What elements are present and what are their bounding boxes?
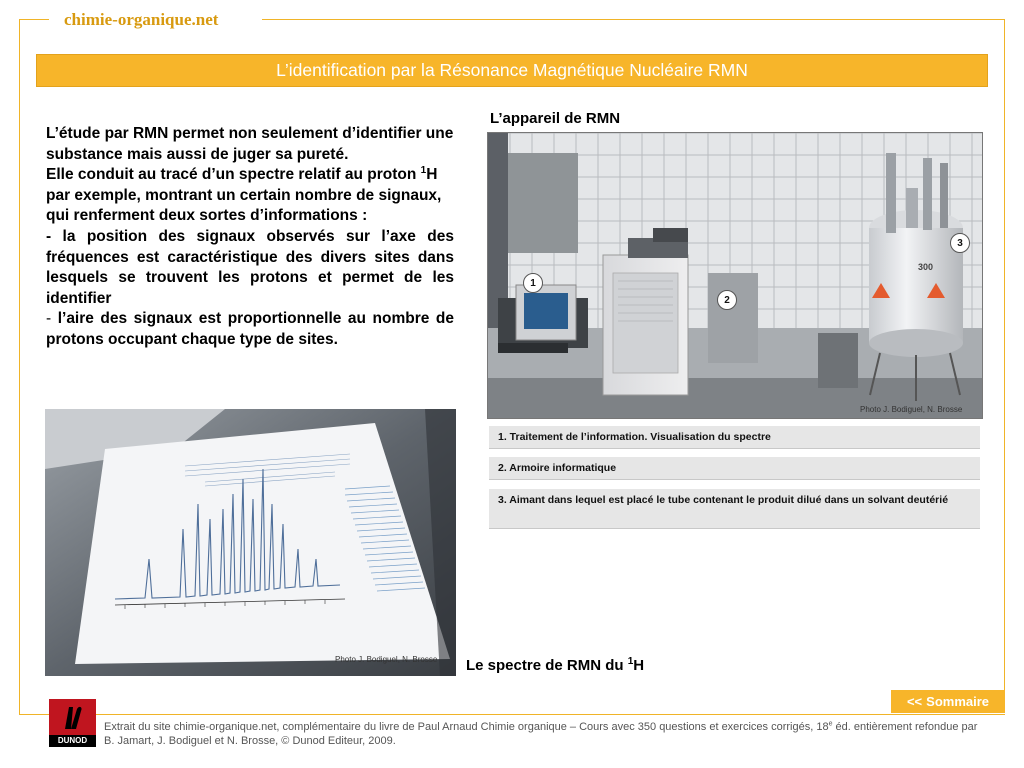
nmr-device-photo (487, 132, 983, 419)
legend-item-1: 1. Traitement de l’information. Visualisation du spectre (489, 426, 980, 449)
footer-text-sup: e (828, 720, 833, 728)
intro-text (46, 124, 454, 351)
nmr-device-illustration (488, 133, 982, 418)
intro-point2 (46, 309, 454, 350)
frame-right-line (1004, 19, 1005, 691)
spectrum-heading-b: H (633, 657, 645, 674)
intro-line2-sup: 1 (420, 165, 427, 177)
footer-text (104, 720, 984, 748)
page-title: L’identification par la Résonance Magnétique Nucléaire RMN (36, 54, 988, 87)
dunod-logo-word: DUNOD (57, 736, 88, 745)
intro-point2-text: l’aire des signaux est proportionnelle au nombre de protons occupant chaque type de sites. (46, 310, 454, 348)
footer-text-b: éd. entièrement refondue par B. Jamart, J. Bodiguel et N. Brosse, © Dunod Editeur, 2009. (104, 721, 978, 747)
frame-top-right-line (262, 19, 1005, 20)
sommaire-button[interactable] (891, 690, 1005, 713)
spectrum-heading (466, 657, 644, 674)
device-marker-3: 3 (950, 233, 970, 253)
intro-point1: - la position des signaux observés sur l’axe des fréquences est caractéristique des divers sites dans lesquels se trouvent les protons et permet de les identifier (46, 227, 454, 307)
intro-point2-dash: - (46, 310, 58, 328)
frame-bottom-line (19, 714, 1005, 715)
spectrum-photo-illustration (45, 409, 456, 676)
legend-item-3: 3. Aimant dans lequel est placé le tube contenant le produit dilué dans un solvant deutérié (489, 489, 980, 529)
site-name: chimie-organique.net (60, 10, 222, 30)
intro-line2 (46, 165, 454, 227)
intro-line2-a: Elle conduit au tracé d’un spectre relatif au proton (46, 166, 421, 184)
frame-top-left-line (19, 19, 49, 20)
dunod-logo (49, 699, 96, 747)
spectrum-photo (45, 409, 456, 676)
spectrum-photo-credit: Photo J. Bodiguel, N. Brosse (335, 655, 438, 664)
intro-line2-b: H par exemple, montrant un certain nombre de signaux, qui renferment deux sortes d’informations : (46, 166, 442, 225)
intro-line1: L’étude par RMN permet non seulement d’identifier une substance mais aussi de juger sa pureté. (46, 125, 454, 163)
footer-text-a: Extrait du site chimie-organique.net, complémentaire du livre de Paul Arnaud Chimie organique – Cours avec 350 questions et exercices corrigés, 18 (104, 721, 829, 733)
dunod-logo-mark (49, 699, 96, 735)
frame-left-line (19, 19, 20, 715)
dunod-logo-icon (49, 699, 96, 735)
sommaire-arrows: << (906, 694, 923, 709)
device-heading: L’appareil de RMN (490, 110, 621, 127)
magnet-label: 300 (918, 262, 934, 272)
spectrum-heading-a: Le spectre de RMN du (466, 657, 628, 674)
device-marker-1: 1 (523, 273, 543, 293)
sommaire-label: Sommaire (926, 694, 990, 709)
device-photo-credit: Photo J. Bodiguel, N. Brosse (860, 405, 963, 414)
legend-item-2: 2. Armoire informatique (489, 457, 980, 480)
spectrum-heading-sup: 1 (627, 656, 634, 667)
device-marker-2: 2 (717, 290, 737, 310)
